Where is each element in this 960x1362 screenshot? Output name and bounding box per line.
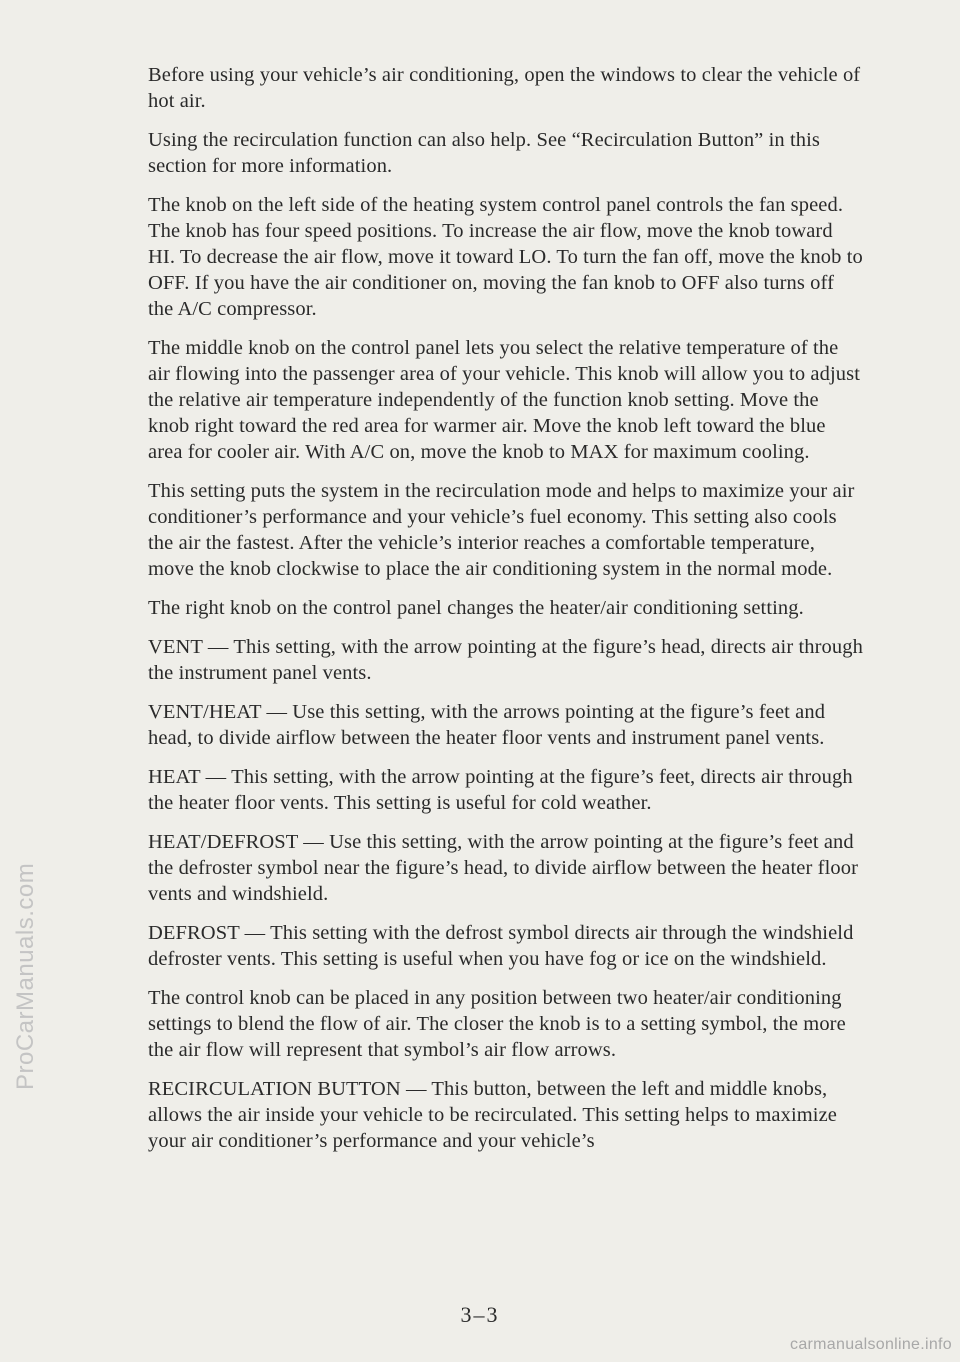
side-watermark-text: ProCarManuals.com bbox=[12, 862, 39, 1090]
page-number: 3–3 bbox=[460, 1302, 500, 1327]
paragraph-vent: VENT — This setting, with the arrow pointing at the figure’s head, directs air through the instrument panel vents. bbox=[148, 636, 863, 684]
paragraph-right-knob: The right knob on the control panel changes the heater/air conditioning setting. bbox=[148, 597, 804, 619]
side-watermark bbox=[4, 862, 44, 1130]
paragraph-temperature-knob: The middle knob on the control panel lets you select the relative temperature of the air flowing into the passenger area of your vehicle. This knob will allow you to adjust the relative air temperature independently of the function knob setting. Move the knob right toward the red area for warmer air. Move the knob left toward the blue area for cooler air. With A/C on, move the knob to MAX for maximum cooling. bbox=[148, 337, 860, 463]
page-body bbox=[148, 62, 863, 1167]
paragraph-recirculation-button: RECIRCULATION BUTTON — This button, between the left and middle knobs, allows the air inside your vehicle to be recirculated. This setting helps to maximize your air conditioner’s performance and your vehicle’s bbox=[148, 1078, 837, 1152]
paragraph-before-using-ac: Before using your vehicle’s air conditioning, open the windows to clear the vehicle of hot air. bbox=[148, 64, 861, 112]
paragraph-vent-heat: VENT/HEAT — Use this setting, with the arrows pointing at the figure’s feet and head, to divide airflow between the heater floor vents and instrument panel vents. bbox=[148, 701, 826, 749]
bottom-watermark: carmanualsonline.info bbox=[790, 1336, 952, 1353]
paragraph-max-setting: This setting puts the system in the recirculation mode and helps to maximize your air conditioner’s performance and your vehicle’s fuel economy. This setting also cools the air the fastest. After the vehicle’s interior reaches a comfortable temperature, move the knob clockwise to place the air conditioning system in the normal mode. bbox=[148, 480, 855, 580]
paragraph-fan-knob: The knob on the left side of the heating system control panel controls the fan speed. The knob has four speed positions. To increase the air flow, move the knob toward HI. To decrease the air flow, move it toward LO. To turn the fan off, move the knob to OFF. If you have the air conditioner on, moving the fan knob to OFF also turns off the A/C compressor. bbox=[148, 194, 863, 320]
paragraph-blend: The control knob can be placed in any position between two heater/air conditioning settings to blend the flow of air. The closer the knob is to a setting symbol, the more the air flow will represent that symbol’s air flow arrows. bbox=[148, 987, 846, 1061]
paragraph-defrost: DEFROST — This setting with the defrost symbol directs air through the windshield defroster vents. This setting is useful when you have fog or ice on the windshield. bbox=[148, 922, 854, 970]
paragraph-heat-defrost: HEAT/DEFROST — Use this setting, with the arrow pointing at the figure’s feet and the defroster symbol near the figure’s head, to divide airflow between the heater floor vents and windshield. bbox=[148, 831, 858, 905]
paragraph-recirculation-note: Using the recirculation function can also help. See “Recirculation Button” in this section for more information. bbox=[148, 129, 820, 177]
paragraph-heat: HEAT — This setting, with the arrow pointing at the figure’s feet, directs air through the heater floor vents. This setting is useful for cold weather. bbox=[148, 766, 853, 814]
